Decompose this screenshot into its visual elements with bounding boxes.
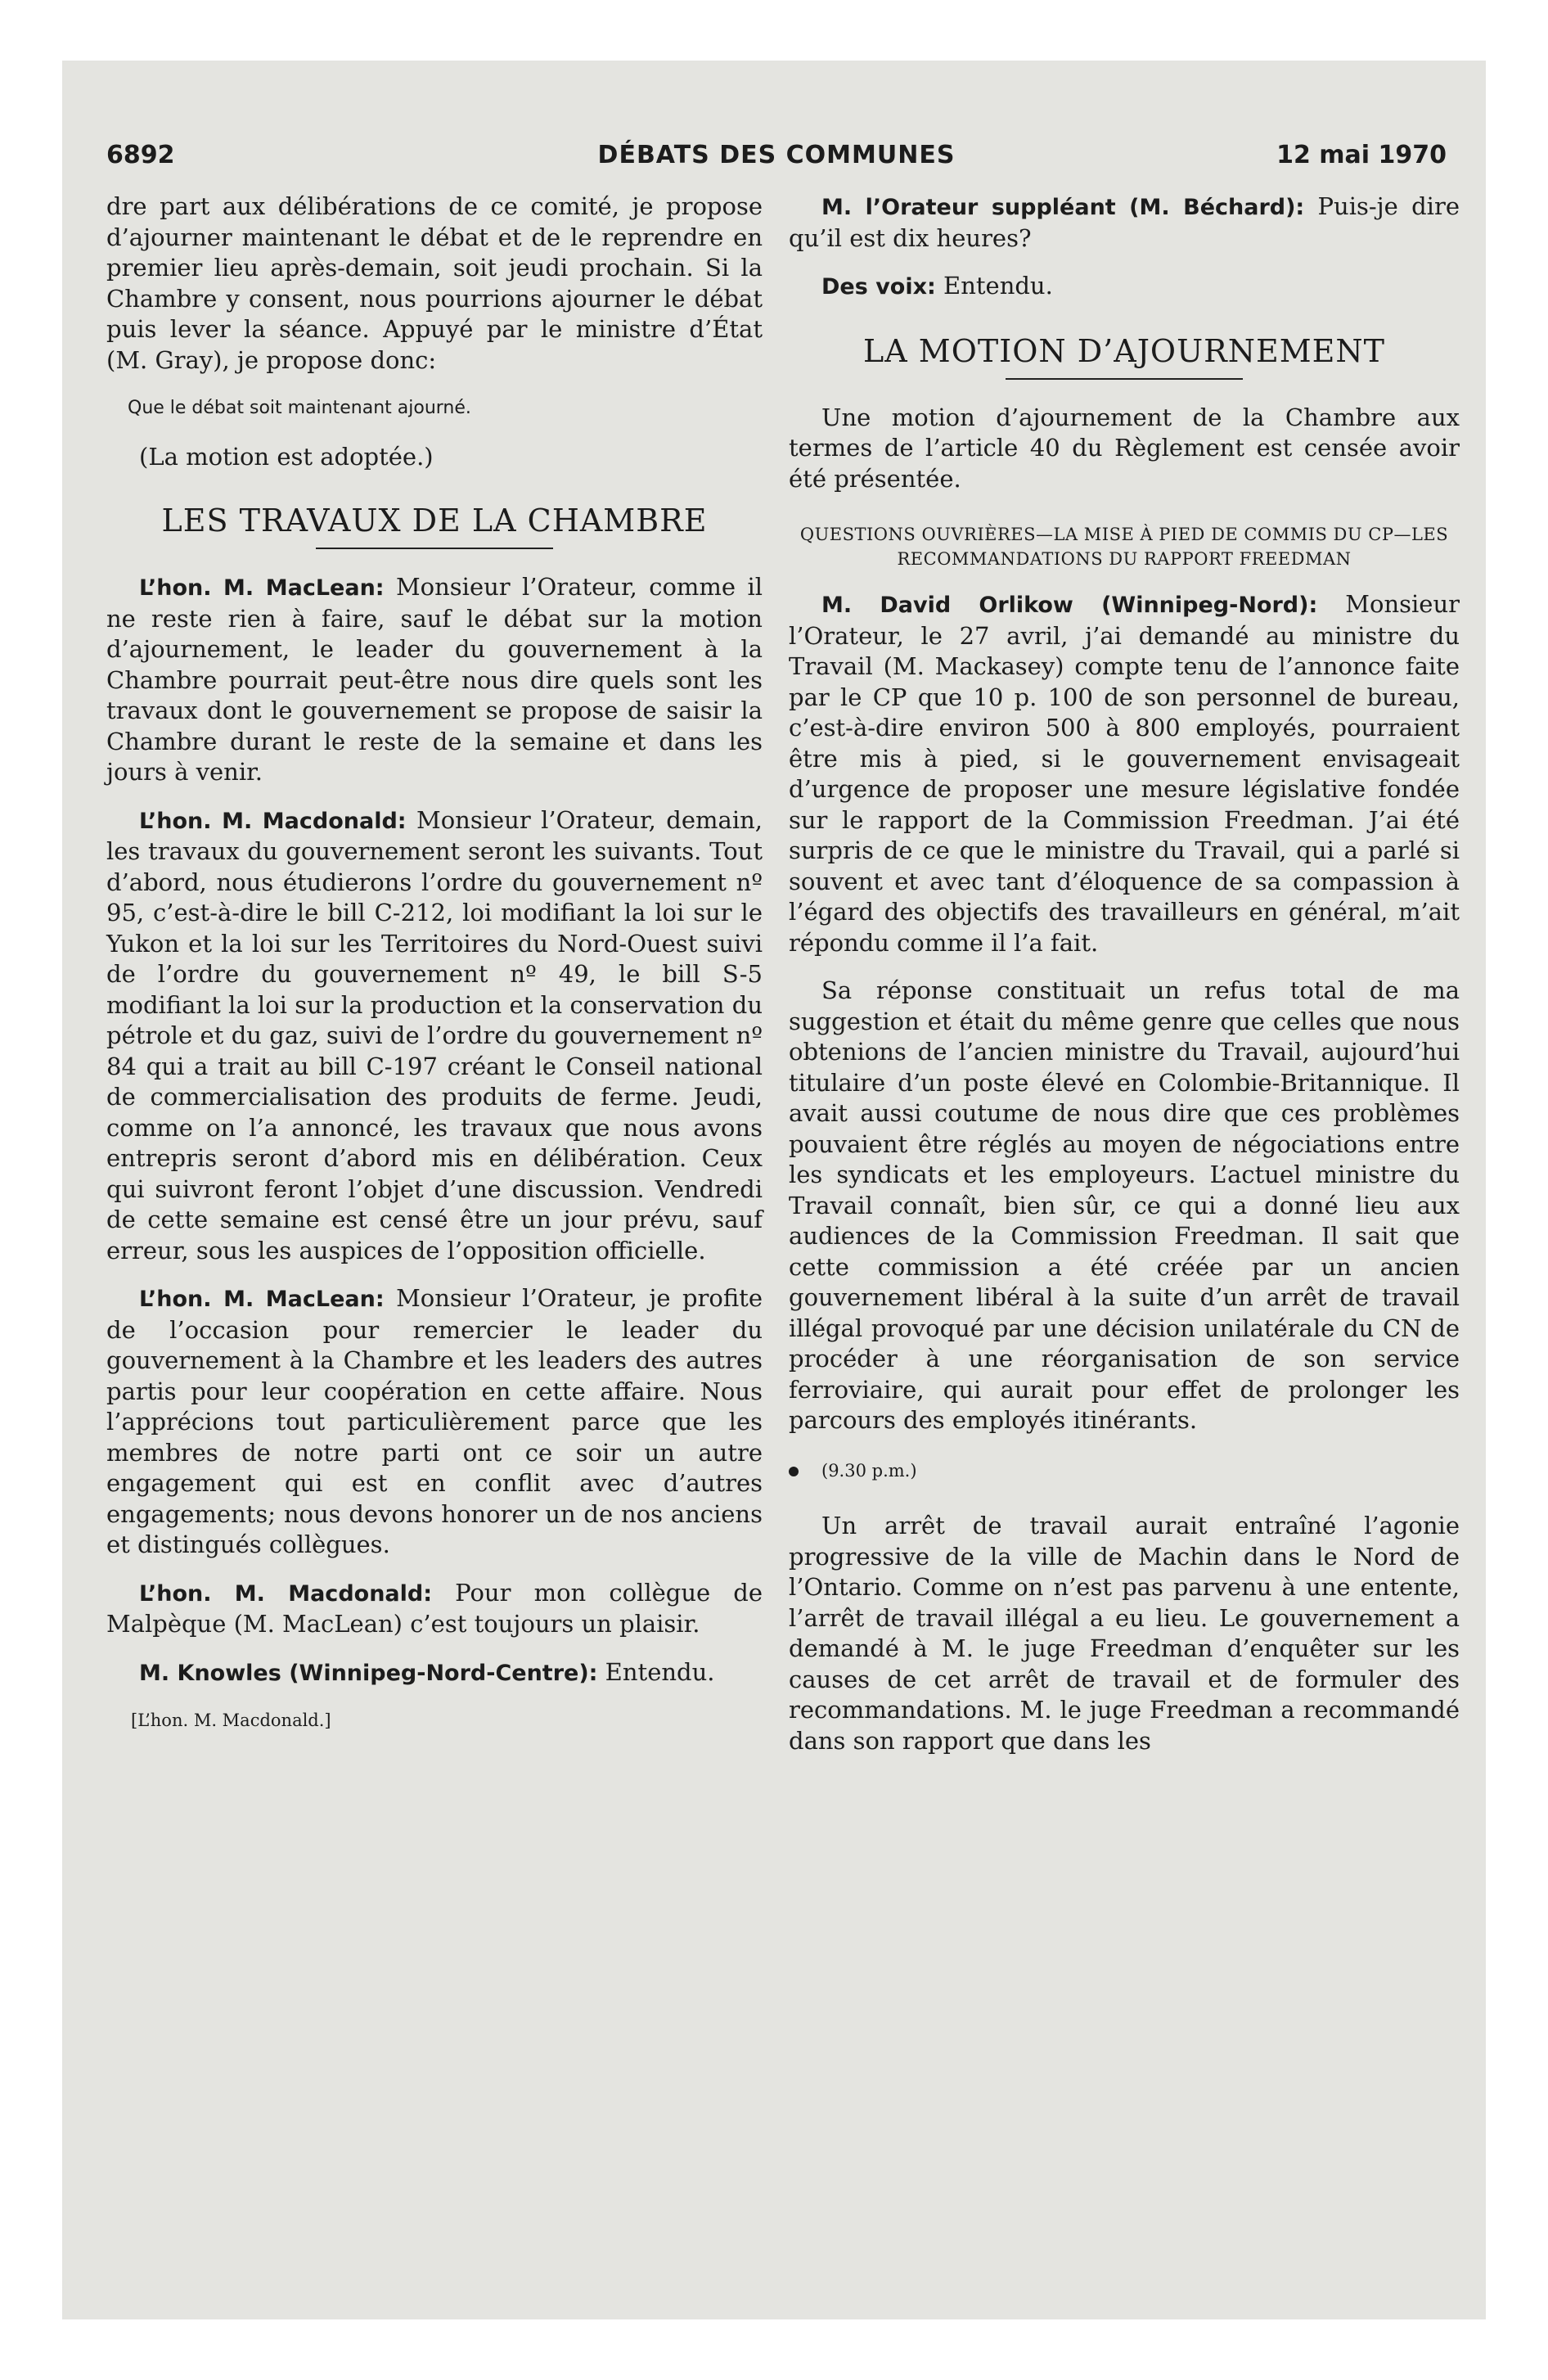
bullet-icon [789, 1467, 799, 1476]
left-column [106, 192, 763, 1737]
speaker-name: L’hon. M. MacLean: [139, 575, 385, 601]
speech [789, 192, 1460, 254]
right-column [789, 192, 1460, 1774]
section-heading: LA MOTION D’AJOURNEMENT [863, 332, 1385, 369]
page-date: 12 mai 1970 [1276, 141, 1447, 169]
speaker-name: M. David Orlikow (Winnipeg-Nord): [821, 593, 1318, 618]
speech-text: Monsieur l’Orateur, le 27 avril, j’ai demandé au ministre du Travail (M. Mackasey) compte tenu de l’annonce faite par le CP que 10 p. 100 de son personnel de bureau, c’est-à-dire environ 500 à 800 employés, pourraient être mis à pied, si le gouvernement envisageait d’urgence de proposer une mesure législative fondée sur le rapport de la Commission Freedman. J’ai été surpris de ce que le ministre du Travail, qui a parlé si souvent et avec tant d’éloquence de sa compassion à l’égard des objectifs des travailleurs en général, m’ait répondu comme il l’a fait. [789, 590, 1460, 957]
paragraph: Une motion d’ajournement de la Chambre aux termes de l’article 40 du Règlement est censée avoir été présentée. [789, 403, 1460, 493]
subsection-heading: QUESTIONS OUVRIÈRES—LA MISE À PIED DE COMMIS DU CP—LES RECOMMANDATIONS DU RAPPORT FREEDMAN [799, 525, 1449, 569]
paragraph: dre part aux délibérations de ce comité, je propose d’ajourner maintenant le débat et de le reprendre en premier lieu après-demain, soit jeudi prochain. Si la Chambre y consent, nous pourrions ajourner le débat puis lever la séance. Appuyé par le ministre d’État (M. Gray), je propose donc: [106, 192, 763, 374]
speaker-name: M. Knowles (Winnipeg-Nord-Centre): [139, 1660, 598, 1686]
speech [106, 1283, 763, 1561]
speaker-name: L’hon. M. Macdonald: [139, 1580, 433, 1607]
time-stamp: (9.30 p.m.) [821, 1460, 917, 1481]
time-marker [789, 1456, 1460, 1487]
divider [1006, 378, 1243, 380]
speech-text: Entendu. [597, 1657, 715, 1686]
speaker-name: L’hon. M. MacLean: [139, 1287, 385, 1312]
speech-text: Monsieur l’Orateur, comme il ne reste rien à faire, sauf le débat sur la motion d’ajournement, le leader du gouvernement à la Chambre pourrait peut-être nous dire quels sont les travaux dont le gouvernement se propose de saisir la Chambre durant le reste de la semaine et dans les jours à venir. [106, 573, 763, 786]
speaker-reference: [L’hon. M. Macdonald.] [131, 1711, 331, 1730]
speech [106, 805, 763, 1267]
speech-text: Puis-je dire qu’il est dix heures? [789, 192, 1460, 252]
page [62, 61, 1486, 2319]
speech [789, 589, 1460, 958]
section-heading: LES TRAVAUX DE LA CHAMBRE [161, 503, 708, 539]
speech [789, 271, 1460, 303]
speech-text: Entendu. [935, 272, 1053, 300]
speech [106, 1578, 763, 1640]
speaker-name: M. l’Orateur suppléant (M. Béchard): [821, 195, 1305, 220]
paragraph: Sa réponse constituait un refus total de ma suggestion et était du même genre que celles que nous obtenions de l’ancien ministre du Travail, aujourd’hui titulaire d’un poste élevé en Colombie-Britannique. Il avait aussi coutume de nous dire que ces problèmes pouvaient être réglés au moyen de négociations entre les syndicats et les employeurs. L’actuel ministre du Travail connaît, bien sûr, ce qui a donné lieu aux audiences de la Commission Freedman. Il sait que cette commission a été créée par un ancien gouvernement libéral à la suite d’un arrêt de travail illégal provoqué par une décision unilatérale du CN de procéder à une réorganisation de son service ferroviaire, qui aurait pour effet de prolonger les parcours des employés itinérants. [789, 976, 1460, 1434]
page-header [106, 141, 1447, 177]
speech-text: Monsieur l’Orateur, demain, les travaux du gouvernement seront les suivants. Tout d’abord, nous étudierons l’ordre du gouvernement nº 95, c’est-à-dire le bill C-212, loi modifiant la loi sur le Yukon et la loi sur les Territoires du Nord-Ouest suivi de l’ordre du gouvernement nº 49, le bill S-5 modifiant la loi sur la production et la conservation du pétrole et du gaz, suivi de l’ordre du gouvernement nº 84 qui a trait au bill C-197 créant le Conseil national de commercialisation des produits de ferme. Jeudi, comme on l’a annoncé, les travaux que nous avons entrepris seront d’abord mis en délibération. Ceux qui suivront feront l’objet d’une discussion. Vendredi de cette semaine est censé être un jour prévu, sauf erreur, sous les auspices de l’opposition officielle. [106, 805, 763, 1264]
paragraph: Un arrêt de travail aurait entraîné l’agonie progressive de la ville de Machin dans le Nord de l’Ontario. Comme on n’est pas parvenu à une entente, l’arrêt de travail illégal a eu lieu. Le gouvernement a demandé à M. le juge Freedman d’enquêter sur les causes de cet arrêt de travail et de formuler des recommandations. M. le juge Freedman a recommandé dans son rapport que dans les [789, 1512, 1460, 1755]
page-number: 6892 [106, 141, 175, 169]
speech-text: Pour mon collègue de Malpèque (M. MacLean) c’est toujours un plaisir. [106, 1578, 763, 1638]
publication-title: DÉBATS DES COMMUNES [597, 141, 956, 169]
divider [316, 548, 553, 549]
speaker-name: Des voix: [821, 274, 936, 300]
motion-quote: Que le débat soit maintenant ajourné. [128, 398, 471, 418]
speaker-name: L’hon. M. Macdonald: [139, 808, 407, 834]
speech [106, 572, 763, 788]
speech [106, 1657, 763, 1689]
speech-text: Monsieur l’Orateur, je profite de l’occasion pour remercier le leader du gouvernement à la Chambre et les leaders des autres partis pour leur coopération en cette affaire. Nous l’apprécions tout particulièrement parce que les membres de notre parti ont ce soir un autre engagement qui est en conflit avec d’autres engagements; nous devons honorer un de nos anciens et distingués collègues. [106, 1284, 763, 1558]
adopted-note: (La motion est adoptée.) [139, 442, 434, 471]
